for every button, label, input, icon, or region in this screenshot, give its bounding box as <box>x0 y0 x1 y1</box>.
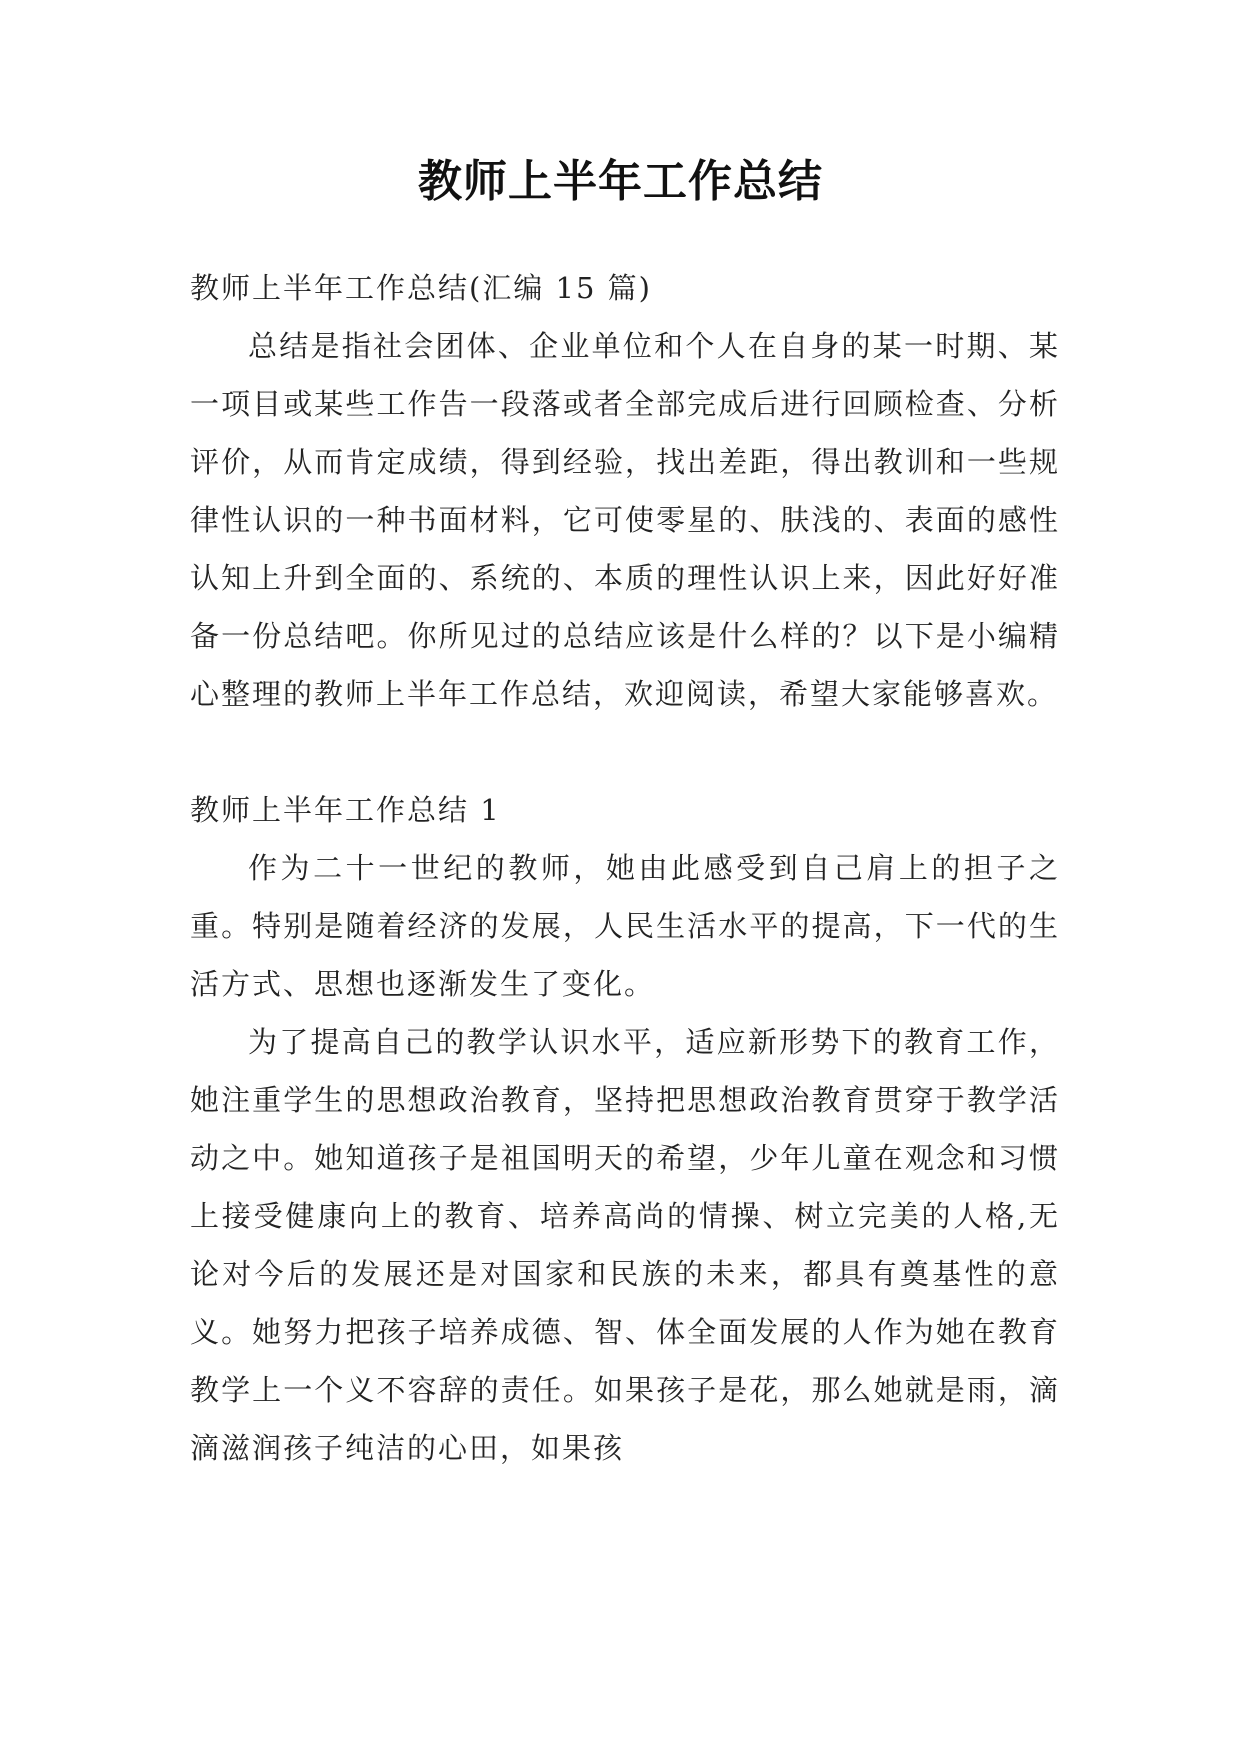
section-spacer <box>190 723 1060 781</box>
body-paragraph: 作为二十一世纪的教师，她由此感受到自己肩上的担子之重。特别是随着经济的发展，人民生活水平的提高，下一代的生活方式、思想也逐渐发生了变化。 <box>190 851 1060 1001</box>
intro-paragraph: 总结是指社会团体、企业单位和个人在自身的某一时期、某一项目或某些工作告一段落或者全部完成后进行回顾检查、分析评价，从而肯定成绩，得到经验，找出差距，得出教训和一些规律性认识的一种书面材料，它可使零星的、肤浅的、表面的感性认知上升到全面的、系统的、本质的理性认识上来，因此好好准备一份总结吧。你所见过的总结应该是什么样的？以下是小编精心整理的教师上半年工作总结，欢迎阅读，希望大家能够喜欢。 <box>190 329 1060 711</box>
document-subtitle: 教师上半年工作总结(汇编 15 篇) <box>190 271 652 305</box>
body-paragraph: 为了提高自己的教学认识水平，适应新形势下的教育工作，她注重学生的思想政治教育，坚持把思想政治教育贯穿于教学活动之中。她知道孩子是祖国明天的希望，少年儿童在观念和习惯上接受健康向上的教育、培养高尚的情操、树立完美的人格,无论对今后的发展还是对国家和民族的未来，都具有奠基性的意义。她努力把孩子培养成德、智、体全面发展的人作为她在教育教学上一个义不容辞的责任。如果孩子是花，那么她就是雨，滴滴滋润孩子纯洁的心田，如果孩 <box>190 1025 1060 1465</box>
section-heading: 教师上半年工作总结 1 <box>190 793 501 827</box>
document-title: 教师上半年工作总结 <box>418 156 823 207</box>
document-body <box>190 259 1060 1477</box>
